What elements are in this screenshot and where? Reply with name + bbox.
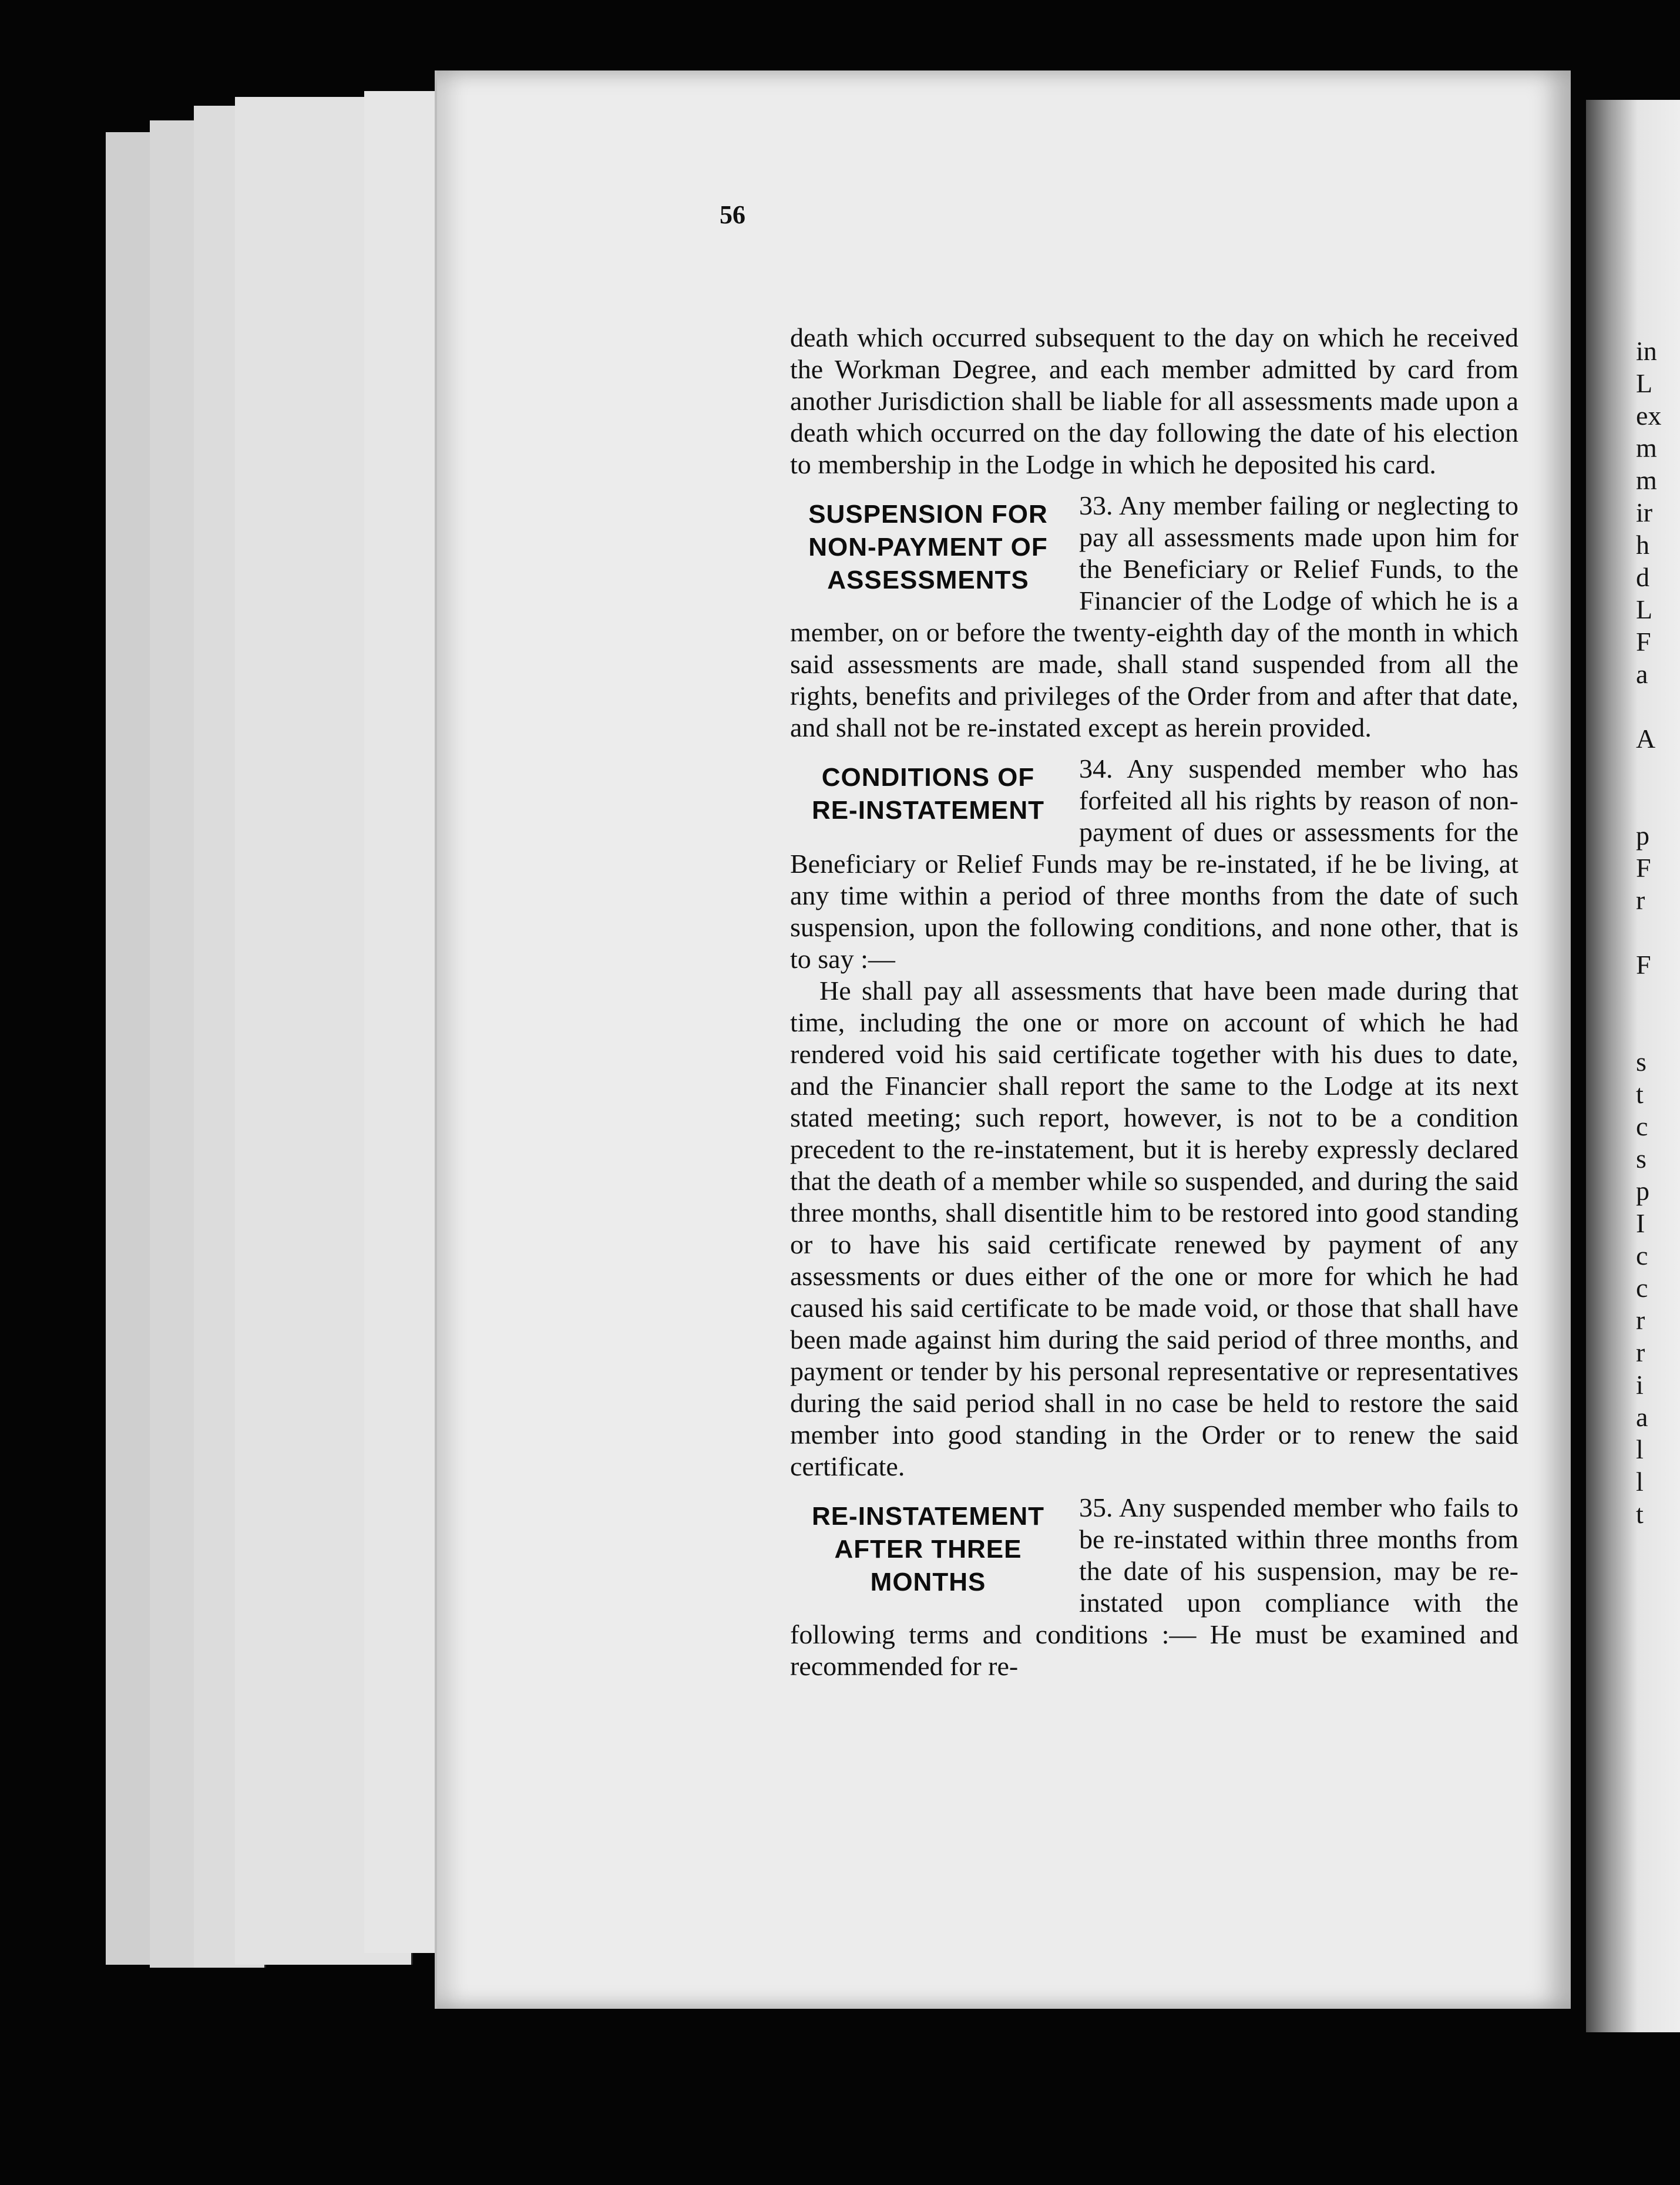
- page-number: 56: [720, 200, 745, 229]
- heading-line: SUSPENSION FOR: [808, 500, 1048, 529]
- facing-page-fragment: h: [1636, 530, 1649, 560]
- facing-page-fragment: t: [1636, 1079, 1644, 1109]
- facing-page-fragment: [1636, 690, 1659, 722]
- facing-page: [1586, 100, 1680, 2032]
- facing-page-fragment: p: [1636, 821, 1649, 851]
- section-reinstatement: [790, 1492, 1518, 1682]
- heading-line: RE-INSTATEMENT: [811, 796, 1045, 825]
- facing-page-fragment: t: [1636, 1499, 1644, 1529]
- heading-line: MONTHS: [870, 1568, 986, 1596]
- facing-page-fragment: ir: [1636, 497, 1653, 527]
- heading-line: NON-PAYMENT OF: [808, 533, 1048, 562]
- heading-line: RE-INSTATEMENT: [811, 1502, 1045, 1531]
- facing-page-fragment: s: [1636, 1047, 1647, 1077]
- heading-line: AFTER THREE: [834, 1535, 1022, 1564]
- facing-page-fragment: p: [1636, 1176, 1649, 1206]
- facing-page-fragment: r: [1636, 1337, 1645, 1367]
- section-suspension: [790, 490, 1518, 744]
- facing-page-fragment: c: [1636, 1241, 1648, 1270]
- facing-page-fragment: A: [1636, 724, 1656, 754]
- facing-page-fragment: r: [1636, 885, 1645, 915]
- opening-paragraph: death which occurred subsequent to the day on which he received the Workman Degree, and each member admitted by card from another Jurisdiction shall be liable for all assessments made upon a death which occurred on the day following the date of his election to membership in the Lodge in which he deposited his card.: [790, 322, 1518, 479]
- facing-page-fragment: l: [1636, 1434, 1644, 1464]
- facing-page-fragment: a: [1636, 1402, 1648, 1432]
- section-heading: [790, 761, 1066, 827]
- facing-page-fragment: I: [1636, 1208, 1645, 1238]
- facing-page-fragment: [1636, 787, 1659, 819]
- facing-page-text: [1636, 335, 1662, 1530]
- facing-page-fragment: L: [1636, 594, 1653, 624]
- section-body: 33. Any member failing or neglecting to pay all assessments made upon him for the Beneficiary or Relief Funds, to the Financier of the Lodge of which he is a member, on or before the twenty-eighth day of the month in which said assessments are made, shall stand suspended from all the rights, benefits and privileges of the Order from and after that date, and shall not be re-instated except as herein provided.: [790, 490, 1518, 742]
- section-heading: [790, 498, 1066, 597]
- facing-page-fragment: m: [1636, 433, 1657, 463]
- facing-page-fragment: i: [1636, 1370, 1644, 1400]
- facing-page-fragment: [1636, 916, 1659, 949]
- facing-page-fragment: c: [1636, 1111, 1648, 1141]
- facing-page-fragment: l: [1636, 1467, 1644, 1497]
- facing-page-fragment: L: [1636, 368, 1653, 398]
- facing-page-fragment: m: [1636, 465, 1657, 495]
- heading-line: CONDITIONS OF: [821, 763, 1035, 792]
- facing-page-fragment: F: [1636, 950, 1651, 980]
- section-continuation: He shall pay all assessments that have been made during that time, including the one or more on account of which he had rendered void his said certificate together with his dues to date, and the Financier shall report the same to the Lodge at its next stated meeting; such report, however, is not to be a condition precedent to the re-instatement, but it is hereby expressly declared that the death of a member while so suspended, and during the said three months, shall disentitle him to be restored into good standing or to have his said certificate renewed by payment of any assessments or dues either of the one or more for which he had caused his said certificate to be made void, or those that shall have been made against him during the said period of three months, and payment or tender by his personal representative or representatives during the said period shall in no case be held to restore the said member into good standing in the Order or to renew the said certificate.: [790, 976, 1518, 1481]
- facing-page-fragment: F: [1636, 627, 1651, 657]
- facing-page-fragment: c: [1636, 1273, 1648, 1303]
- facing-page-fragment: r: [1636, 1305, 1645, 1335]
- facing-page-fragment: [1636, 1013, 1659, 1046]
- facing-page-fragment: a: [1636, 659, 1648, 689]
- facing-page-fragment: [1636, 981, 1659, 1013]
- section-heading: [790, 1500, 1066, 1599]
- facing-page-fragment: s: [1636, 1144, 1647, 1174]
- section-body: 34. Any suspended member who has forfeited all his rights by reason of non-payment of dues or assessments for the Beneficiary or Relief Funds may be re-instated, if he be living, at any time within a period of three months from the date of such suspension, upon the following conditions, and none other, that is to say :—: [790, 754, 1518, 974]
- section-conditions: [790, 753, 1518, 1483]
- page-text: [790, 322, 1518, 1692]
- section-body: 35. Any suspended member who fails to be re-instated within three months from the date of his suspension, may be re-instated upon compliance with the following terms and conditions :— He must be examined and recommended for re-: [790, 1492, 1518, 1681]
- heading-line: ASSESSMENTS: [827, 566, 1029, 594]
- facing-page-fragment: [1636, 755, 1659, 787]
- facing-page-fragment: in: [1636, 336, 1657, 366]
- facing-page-fragment: ex: [1636, 401, 1662, 431]
- facing-page-fragment: F: [1636, 853, 1651, 883]
- facing-page-fragment: d: [1636, 562, 1649, 592]
